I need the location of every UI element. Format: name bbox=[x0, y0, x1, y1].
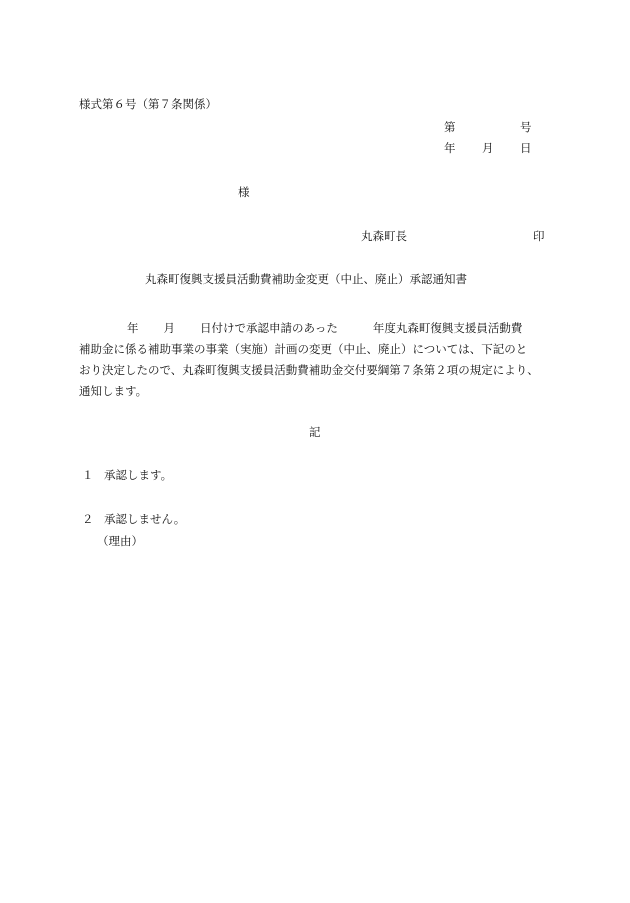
body-line-4: 通知します。 bbox=[79, 384, 148, 398]
seal-mark: 印 bbox=[533, 229, 545, 243]
body-paragraph bbox=[79, 318, 559, 402]
body-fiscal-year-text: 年度丸森町復興支援員活動費 bbox=[372, 321, 523, 335]
ref-number-dai: 第 bbox=[444, 120, 456, 134]
reason-label: （理由） bbox=[97, 534, 143, 548]
addressee-honorific: 様 bbox=[238, 185, 250, 199]
body-line-3: おり決定したので、丸森町復興支援員活動費補助金交付要綱第７条第２項の規定により、 bbox=[79, 363, 539, 377]
body-day-text: 日付けで承認申請のあった bbox=[200, 321, 338, 335]
sender-title: 丸森町長 bbox=[361, 229, 407, 243]
date-day: 日 bbox=[520, 141, 532, 155]
item-text: 承認します。 bbox=[104, 468, 173, 482]
form-number: 様式第６号（第７条関係） bbox=[79, 97, 217, 111]
item-number: １ bbox=[82, 468, 94, 482]
ref-number-go: 号 bbox=[520, 120, 532, 134]
body-year: 年 bbox=[127, 321, 139, 335]
body-line-2: 補助金に係る補助事業の事業（実施）計画の変更（中止、廃止）については、下記のと bbox=[79, 342, 528, 356]
body-month: 月 bbox=[163, 321, 175, 335]
date-year: 年 bbox=[444, 141, 456, 155]
item-number: ２ bbox=[82, 512, 94, 526]
body-line-1 bbox=[79, 318, 559, 339]
item-text: 承認しません。 bbox=[104, 512, 186, 526]
document-title: 丸森町復興支援員活動費補助金変更（中止、廃止）承認通知書 bbox=[145, 272, 467, 286]
ki-heading: 記 bbox=[309, 425, 321, 439]
date-month: 月 bbox=[482, 141, 494, 155]
